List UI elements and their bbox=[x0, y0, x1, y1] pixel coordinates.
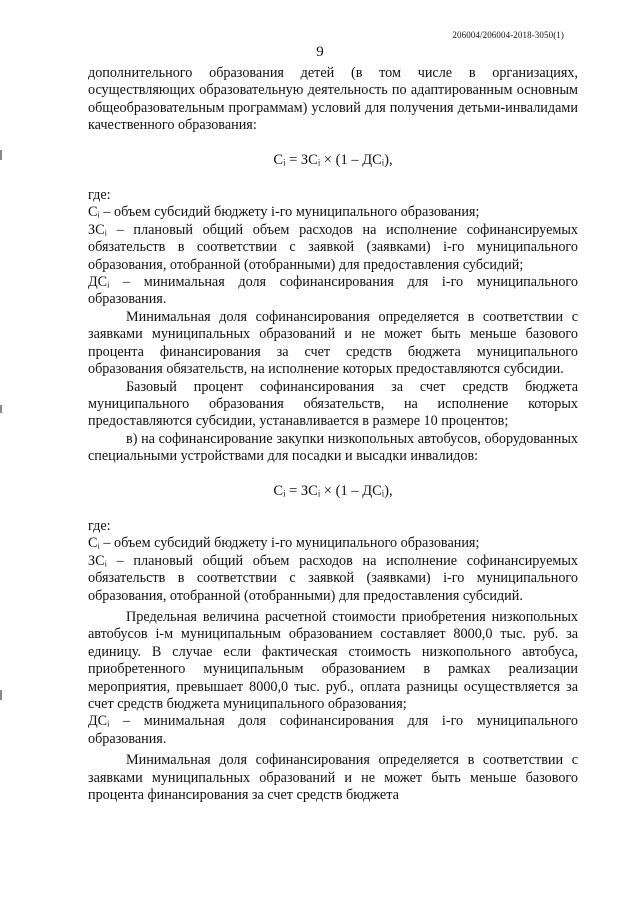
definition-ci: Сᵢ – объем субсидий бюджету i-го муниципального образования; bbox=[88, 204, 480, 221]
paragraph-item-v: в) на софинансирование закупки низкопольных автобусов, оборудованных специальными устройствами для посадки и высадки инвалидов: bbox=[88, 430, 578, 465]
definition-zci: ЗСᵢ – плановый общий объем расходов на исполнение софинансируемых обязательств в соответствии с заявкой (заявками) i-го муниципального образования, отобранной (отобранными) для предоставления субсидий. bbox=[88, 552, 578, 604]
where-label: где: bbox=[88, 517, 111, 534]
formula: Сᵢ = ЗСᵢ × (1 – ДСᵢ), bbox=[273, 151, 393, 168]
scan-edge-mark bbox=[0, 150, 2, 160]
scan-edge-mark bbox=[0, 405, 2, 413]
paragraph: дополнительного образования детей (в том числе в организациях, осуществляющих образовательную деятельность по адаптированным основным общеобразовательным программам) условий для получения детьми-инвалидами качественного образования: bbox=[88, 65, 578, 134]
where-label: где: bbox=[88, 187, 111, 204]
document-body bbox=[88, 65, 578, 804]
scan-edge-mark bbox=[0, 690, 2, 700]
paragraph: Предельная величина расчетной стоимости приобретения низкопольных автобусов i-м муниципальным образованием составляет 8000,0 тыс. руб. за единицу. В случае если фактическая стоимость низкопольного автобуса, приобретенного муниципальным образованием в рамках реализации мероприятия, превышает 8000,0 тыс. руб., оплата разницы осуществляется за счет средств бюджета муниципального образования; bbox=[88, 608, 578, 712]
paragraph: Минимальная доля софинансирования определяется в соответствии с заявками муниципальных образований и не может быть меньше базового процента финансирования за счет средств бюджета муниципального образования обязательств, на исполнение которых предоставляются субсидии. bbox=[88, 308, 578, 378]
definition-dci: ДСᵢ – минимальная доля софинансирования для i-го муниципального образования. bbox=[88, 274, 578, 308]
definition-zci: ЗСᵢ – плановый общий объем расходов на исполнение софинансируемых обязательств в соответствии с заявкой (заявками) i-го муниципального образования, отобранной (отобранными) для предоставления субсидий; bbox=[88, 221, 578, 273]
paragraph: Минимальная доля софинансирования определяется в соответствии с заявками муниципальных образований и не может быть меньше базового процента финансирования за счет средств бюджета bbox=[88, 752, 578, 804]
formula: Сᵢ = ЗСᵢ × (1 – ДСᵢ), bbox=[273, 482, 393, 499]
page-number: 9 bbox=[316, 44, 324, 60]
document-code: 206004/206004-2018-3050(1) bbox=[452, 30, 564, 40]
definition-dci: ДСᵢ – минимальная доля софинансирования для i-го муниципального образования. bbox=[88, 713, 578, 747]
paragraph: Базовый процент софинансирования за счет средств бюджета муниципального образования обязательств, на исполнение которых предоставляются субсидии, устанавливается в размере 10 процентов; bbox=[88, 378, 578, 430]
definition-ci: Сᵢ – объем субсидий бюджету i-го муниципального образования; bbox=[88, 535, 480, 552]
